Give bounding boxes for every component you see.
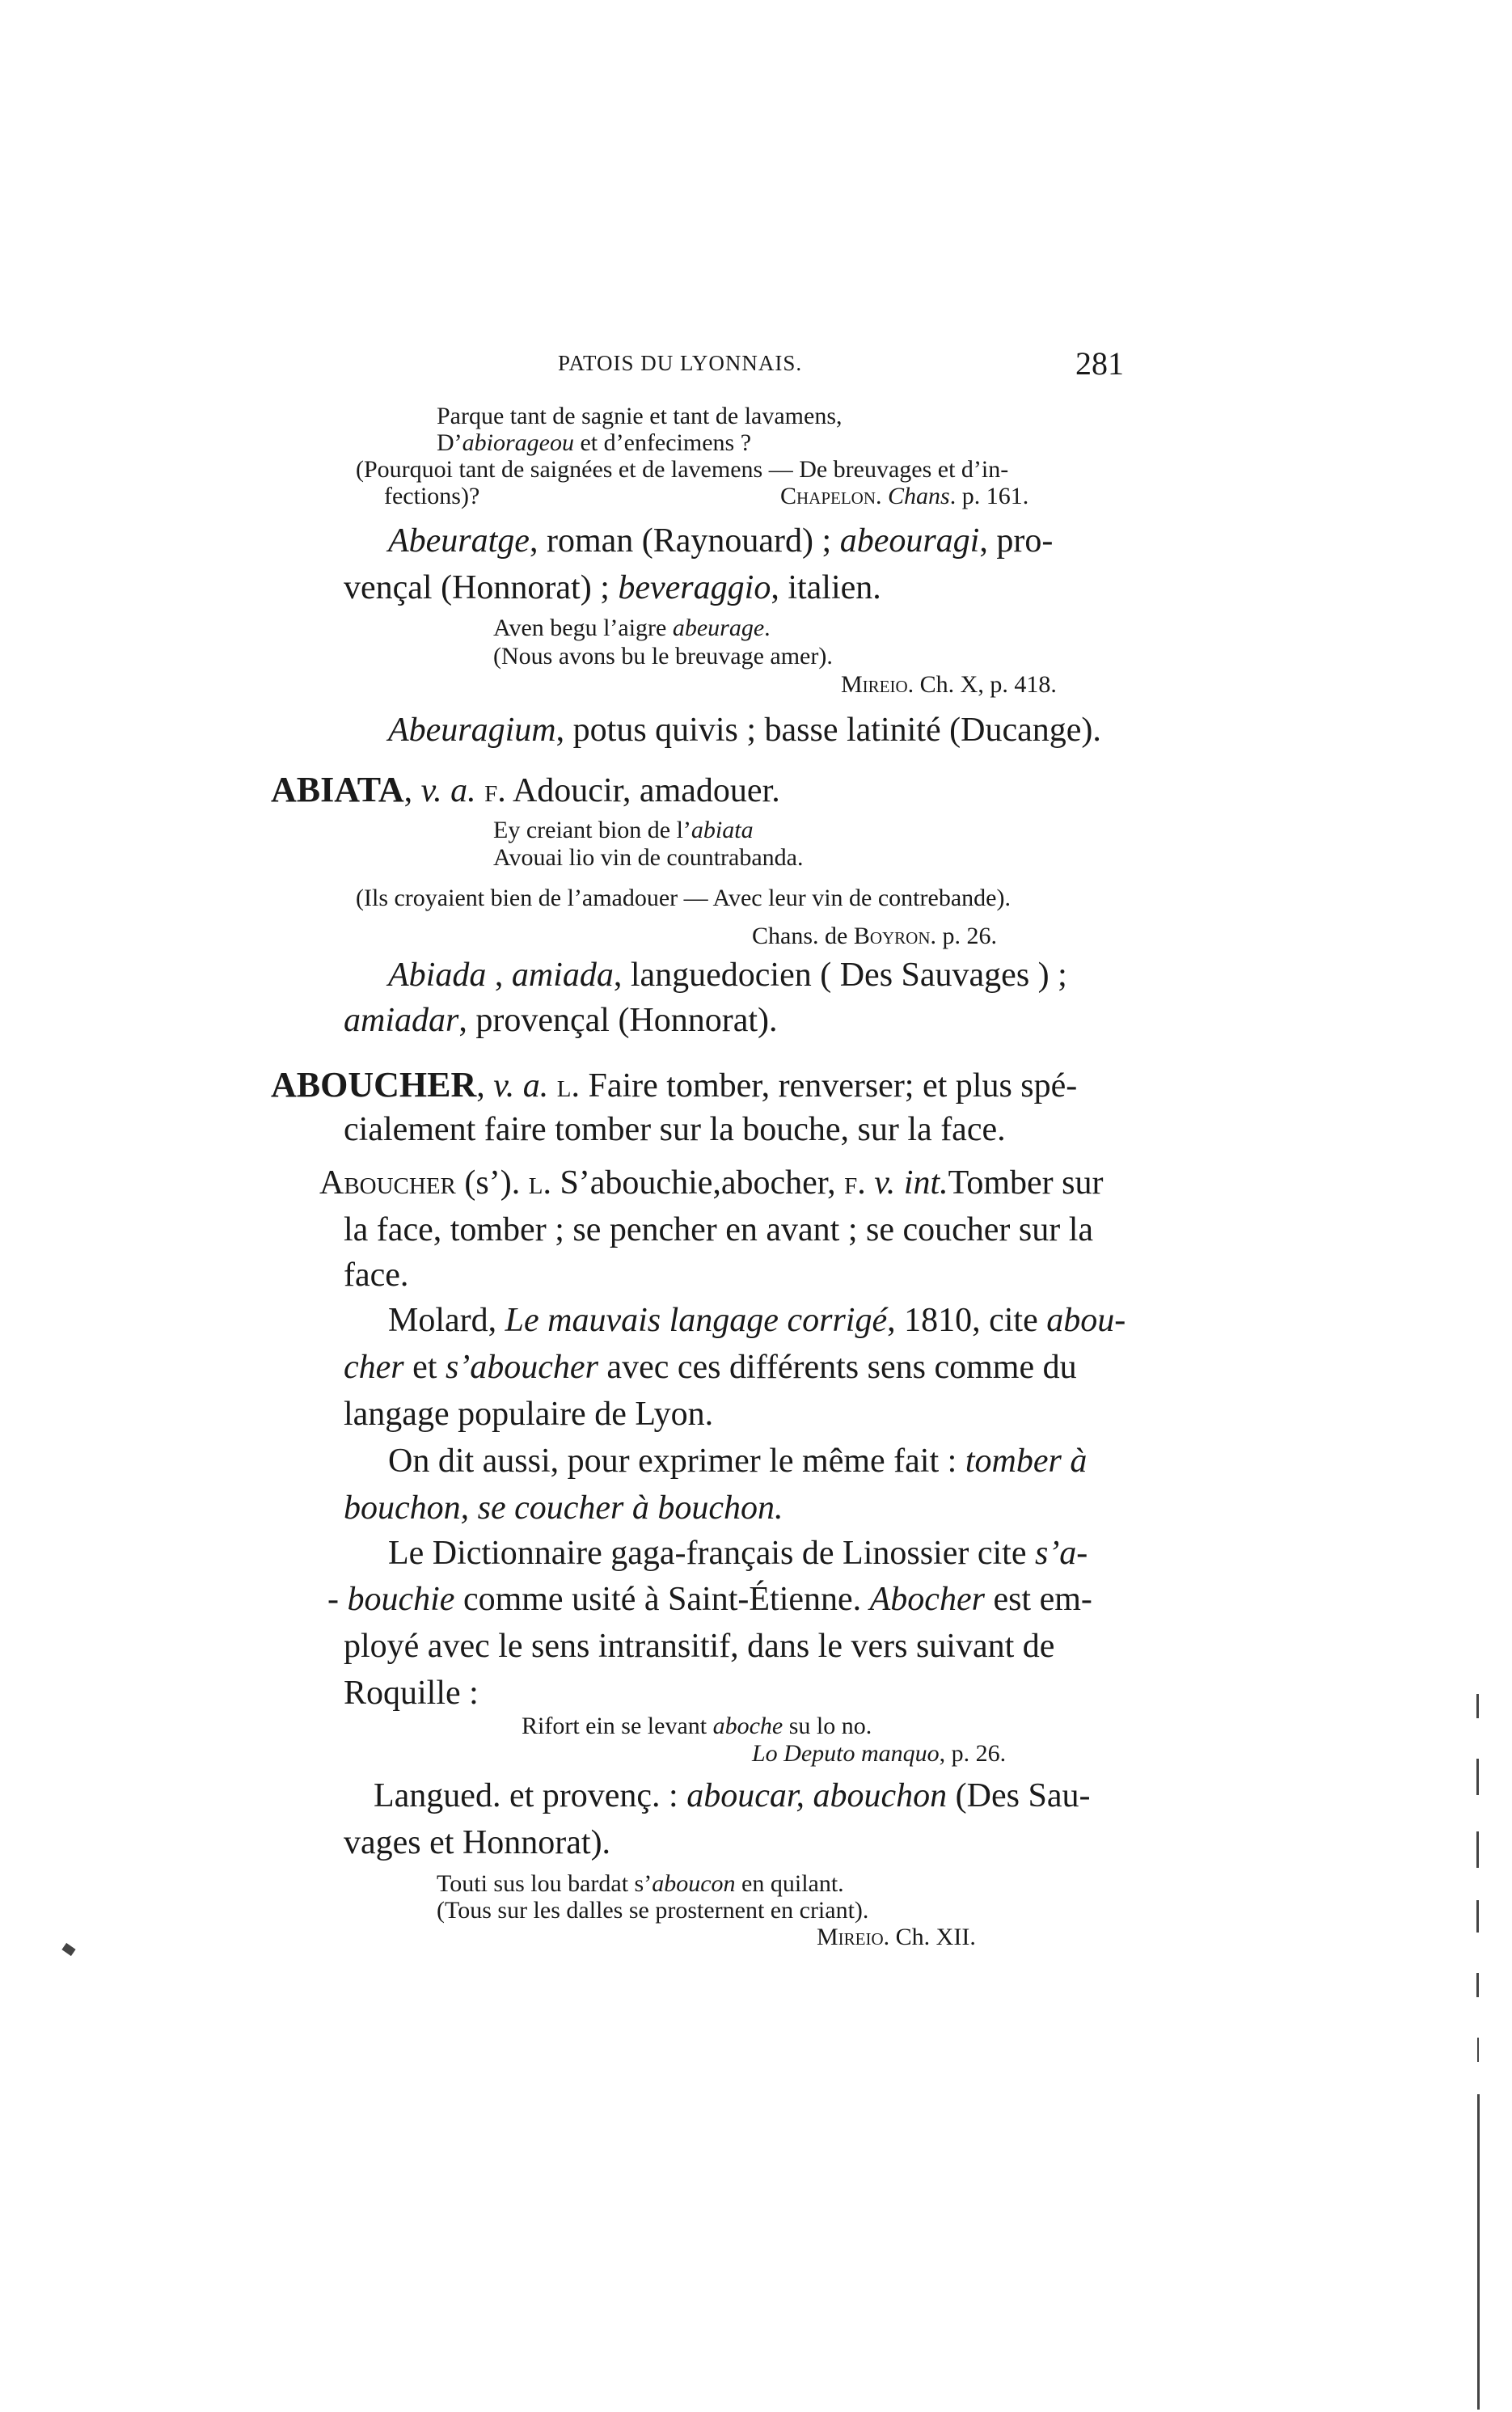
- body-line: - bouchie comme usité à Saint-Étienne. Abocher est em-: [327, 1581, 1092, 1618]
- body-line: Abiada , amiada, languedocien ( Des Sauvages ) ;: [388, 957, 1067, 994]
- body-line: amiadar, provençal (Honnorat).: [344, 1002, 778, 1039]
- translation-line: fections)?: [384, 483, 480, 509]
- body-line: vages et Honnorat).: [344, 1824, 611, 1861]
- quote-line: Touti sus lou bardat s’aboucon en quilant.: [437, 1870, 844, 1897]
- scan-edge-line: [1476, 1900, 1479, 1933]
- body-line: bouchon, se coucher à bouchon.: [344, 1489, 783, 1527]
- body-line: Abeuragium, potus quivis ; basse latinité (Ducange).: [388, 712, 1101, 749]
- translation-line: (Nous avons bu le breuvage amer).: [493, 643, 833, 670]
- translation-line: (Tous sur les dalles se prosternent en criant).: [437, 1897, 869, 1924]
- body-line: On dit aussi, pour exprimer le même fait : tomber à: [388, 1443, 1088, 1480]
- citation: Mireio. Ch. X, p. 418.: [841, 671, 1057, 698]
- citation: Chapelon. Chans. p. 161.: [780, 483, 1029, 509]
- scan-edge-line: [1476, 1831, 1479, 1868]
- quote-line: Avouai lio vin de countrabanda.: [493, 844, 804, 871]
- body-line: Molard, Le mauvais langage corrigé, 1810, cite abou-: [388, 1302, 1126, 1339]
- body-line: Roquille :: [344, 1675, 479, 1712]
- body-line: Langued. et provenç. : aboucar, abouchon (Des Sau-: [374, 1777, 1091, 1814]
- body-line: Abeuratge, roman (Raynouard) ; abeouragi, pro-: [388, 522, 1054, 560]
- quote-line: D’abiorageou et d’enfecimens ?: [437, 429, 752, 456]
- citation: Chans. de Boyron. p. 26.: [752, 923, 998, 949]
- entry-heading: ABOUCHER, v. a. l. Faire tomber, renverser; et plus spé-: [271, 1065, 1078, 1105]
- body-line: vençal (Honnorat) ; beveraggio, italien.: [344, 569, 881, 606]
- citation: Lo Deputo manquo, p. 26.: [752, 1740, 1007, 1767]
- body-line: langage populaire de Lyon.: [344, 1396, 714, 1433]
- body-line: cher et s’aboucher avec ces différents sens comme du: [344, 1349, 1077, 1386]
- sub-entry: Aboucher (s’). l. S’abouchie,abocher, f. v. int.Tomber sur: [319, 1164, 1104, 1202]
- scan-edge-line: [1477, 2094, 1480, 2410]
- scan-edge-line: [1476, 1694, 1479, 1718]
- translation-line: (Pourquoi tant de saignées et de lavemens — De breuvages et d’in-: [356, 456, 1009, 483]
- body-line: la face, tomber ; se pencher en avant ; se coucher sur la: [344, 1211, 1094, 1248]
- body-line: Le Dictionnaire gaga-français de Linossier cite s’a-: [388, 1535, 1088, 1572]
- translation-line: (Ils croyaient bien de l’amadouer — Avec leur vin de contrebande).: [356, 885, 1011, 911]
- body-line: ployé avec le sens intransitif, dans le vers suivant de: [344, 1628, 1055, 1665]
- scan-edge-line: [1477, 2038, 1479, 2062]
- entry-heading: ABIATA, v. a. f. Adoucir, amadouer.: [271, 770, 780, 809]
- body-line: cialement faire tomber sur la bouche, sur la face.: [344, 1111, 1006, 1148]
- quote-line: Parque tant de sagnie et tant de lavamens,: [437, 403, 843, 429]
- quote-line: Aven begu l’aigre abeurage.: [493, 615, 771, 641]
- quote-line: Rifort ein se levant aboche su lo no.: [522, 1713, 872, 1739]
- running-title: PATOIS DU LYONNAIS.: [558, 351, 803, 375]
- quote-line: Ey creiant bion de l’abiata: [493, 817, 754, 843]
- ink-blot: [61, 1943, 75, 1956]
- body-line: face.: [344, 1257, 409, 1294]
- citation: Mireio. Ch. XII.: [817, 1924, 976, 1950]
- scan-edge-line: [1476, 1973, 1479, 1997]
- page-number: 281: [1075, 345, 1124, 382]
- scan-edge-line: [1476, 1759, 1479, 1795]
